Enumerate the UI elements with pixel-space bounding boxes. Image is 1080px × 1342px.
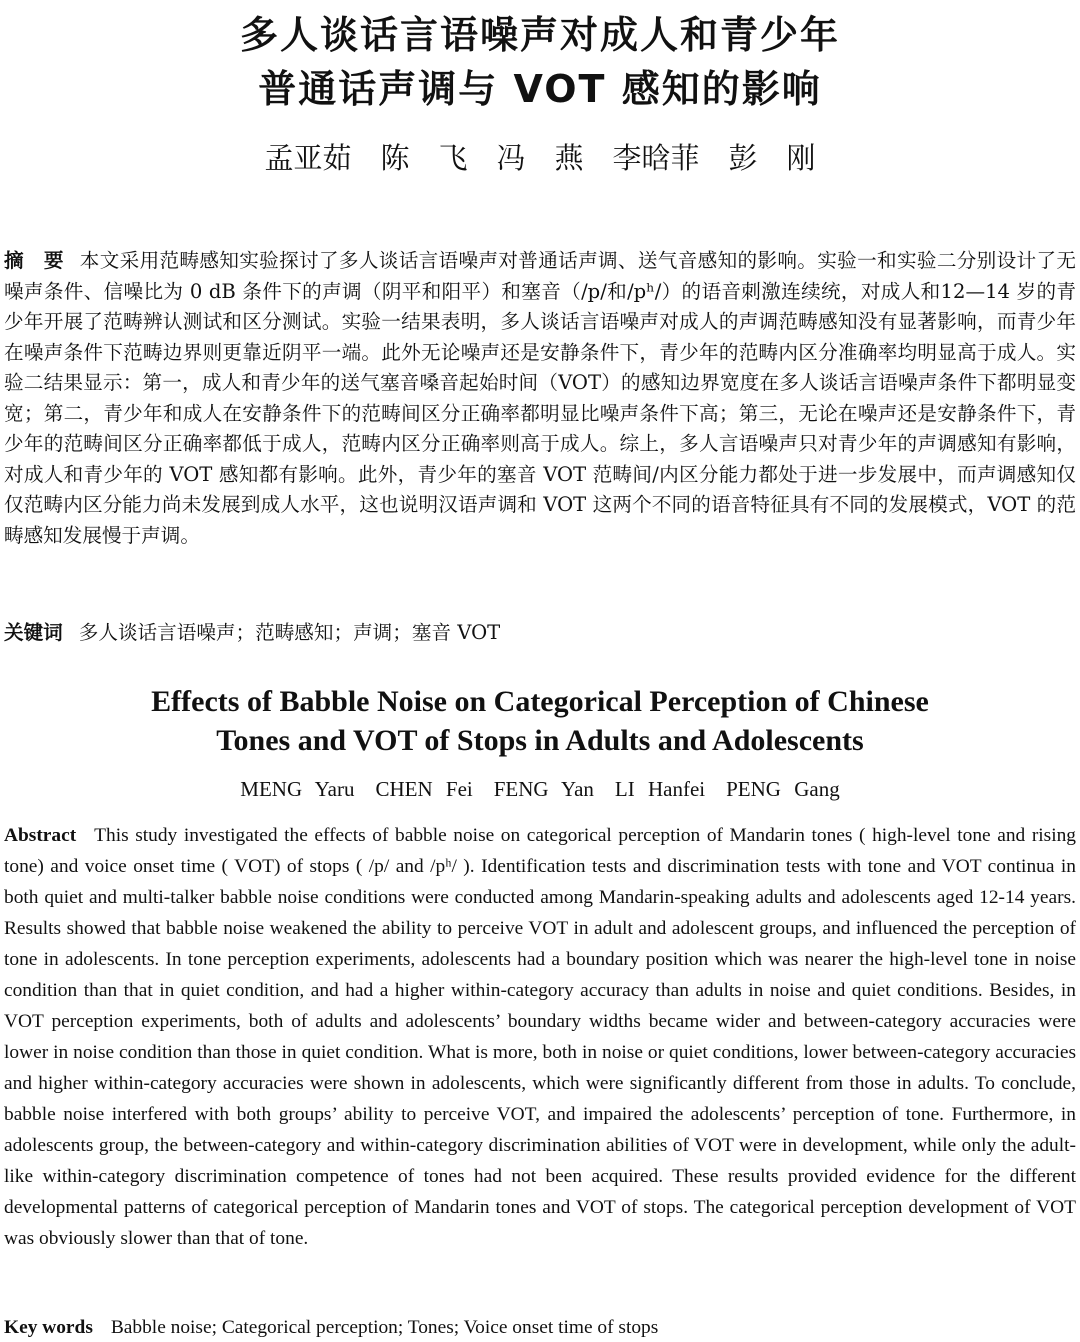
chinese-title xyxy=(0,8,1080,116)
chinese-keywords xyxy=(4,618,1076,648)
english-abstract xyxy=(4,820,1076,1254)
chinese-title-line-1: 多人谈话言语噪声对成人和青少年 xyxy=(239,13,840,57)
chinese-abstract-label: 摘 要 xyxy=(4,249,64,272)
chinese-abstract xyxy=(4,246,1076,551)
english-keywords-label: Key words xyxy=(4,1317,93,1338)
english-title xyxy=(0,682,1080,760)
english-keywords xyxy=(4,1314,1076,1342)
chinese-title-line-2: 普通话声调与 VOT 感知的影响 xyxy=(258,67,822,111)
chinese-keywords-text: 多人谈话言语噪声；范畴感知；声调；塞音 VOT xyxy=(78,621,501,644)
chinese-abstract-text: 本文采用范畴感知实验探讨了多人谈话言语噪声对普通话声调、送气音感知的影响。实验一和实验二分别设计了无噪声条件、信噪比为 0 dB 条件下的声调（阴平和阳平）和塞音（/p/和/pʰ/）的语音刺激连续统，对成人和12—14 岁的青少年开展了范畴辨认测试和区分测试。实验一结果表明，多人谈话言语噪声对成人的声调范畴感知没有显著影响，而青少年在噪声条件下范畴边界则更靠近阴平一端。此外无论噪声还是安静条件下，青少年的范畴内区分准确率均明显高于成人。实验二结果显示：第一，成人和青少年的送气塞音嗓音起始时间（VOT）的感知边界宽度在多人谈话言语噪声条件下都明显变宽；第二，青少年和成人在安静条件下的范畴间区分正确率都明显比噪声条件下高；第三，无论在噪声还是安静条件下，青少年的范畴间区分正确率都低于成人，范畴内区分正确率则高于成人。综上，多人言语噪声只对青少年的声调感知有影响，对成人和青少年的 VOT 感知都有影响。此外，青少年的塞音 VOT 范畴间/内区分能力都处于进一步发展中，而声调感知仅仅范畴内区分能力尚未发展到成人水平，这也说明汉语声调和 VOT 这两个不同的语音特征具有不同的发展模式，VOT 的范畴感知发展慢于声调。 xyxy=(4,249,1077,547)
english-abstract-label: Abstract xyxy=(4,825,77,846)
english-abstract-text: This study investigated the effects of babble noise on categorical perception of Mandarin tones ( high-level tone and rising tone) and voice onset time ( VOT) of stops ( /p/ and /pʰ/ ). Identification tests and discrimination tests with tone and VOT continua in both quiet and multi-talker babble noise conditions were conducted among Mandarin-speaking adults and adolescents aged 12-14 years. Results showed that babble noise weakened the ability to perceive VOT in adult and adolescent groups, and influenced the perception of tone in adolescents. In tone perception experiments, adolescents had a boundary position which was nearer the high-level tone in noise condition than that in quiet condition, and had a higher within-category accuracy than adults in noise and quiet conditions. Besides, in VOT perception experiments, both of adults and adolescents’ boundary widths became wider and between-category accuracies were lower in noise condition than those in quiet condition. What is more, both in noise or quiet conditions, lower between-category accuracies and higher within-category accuracies were shown in adolescents, which were significantly different from those in adults. To conclude, babble noise interfered with both groups’ ability to perceive VOT, and impaired the adolescents’ perception of tone. Furthermore, in adolescents group, the between-category and within-category discrimination abilities of VOT were in development, while only the adult-like within-category discrimination competence of tones had not been acquired. These results provided evidence for the different developmental patterns of categorical perception of Mandarin tones and VOT of stops. The categorical perception development of VOT was obviously slower than that of tone. xyxy=(4,825,1076,1249)
chinese-authors: 孟亚茹 陈 飞 冯 燕 李晗菲 彭 刚 xyxy=(264,141,816,175)
english-authors: MENG Yaru CHEN Fei FENG Yan LI Hanfei PENG Gang xyxy=(240,777,840,801)
chinese-keywords-label: 关键词 xyxy=(4,621,63,644)
english-keywords-text: Babble noise; Categorical perception; Tones; Voice onset time of stops xyxy=(110,1317,659,1338)
english-title-line-2: Tones and VOT of Stops in Adults and Adolescents xyxy=(216,724,864,757)
english-title-line-1: Effects of Babble Noise on Categorical Perception of Chinese xyxy=(151,685,929,718)
